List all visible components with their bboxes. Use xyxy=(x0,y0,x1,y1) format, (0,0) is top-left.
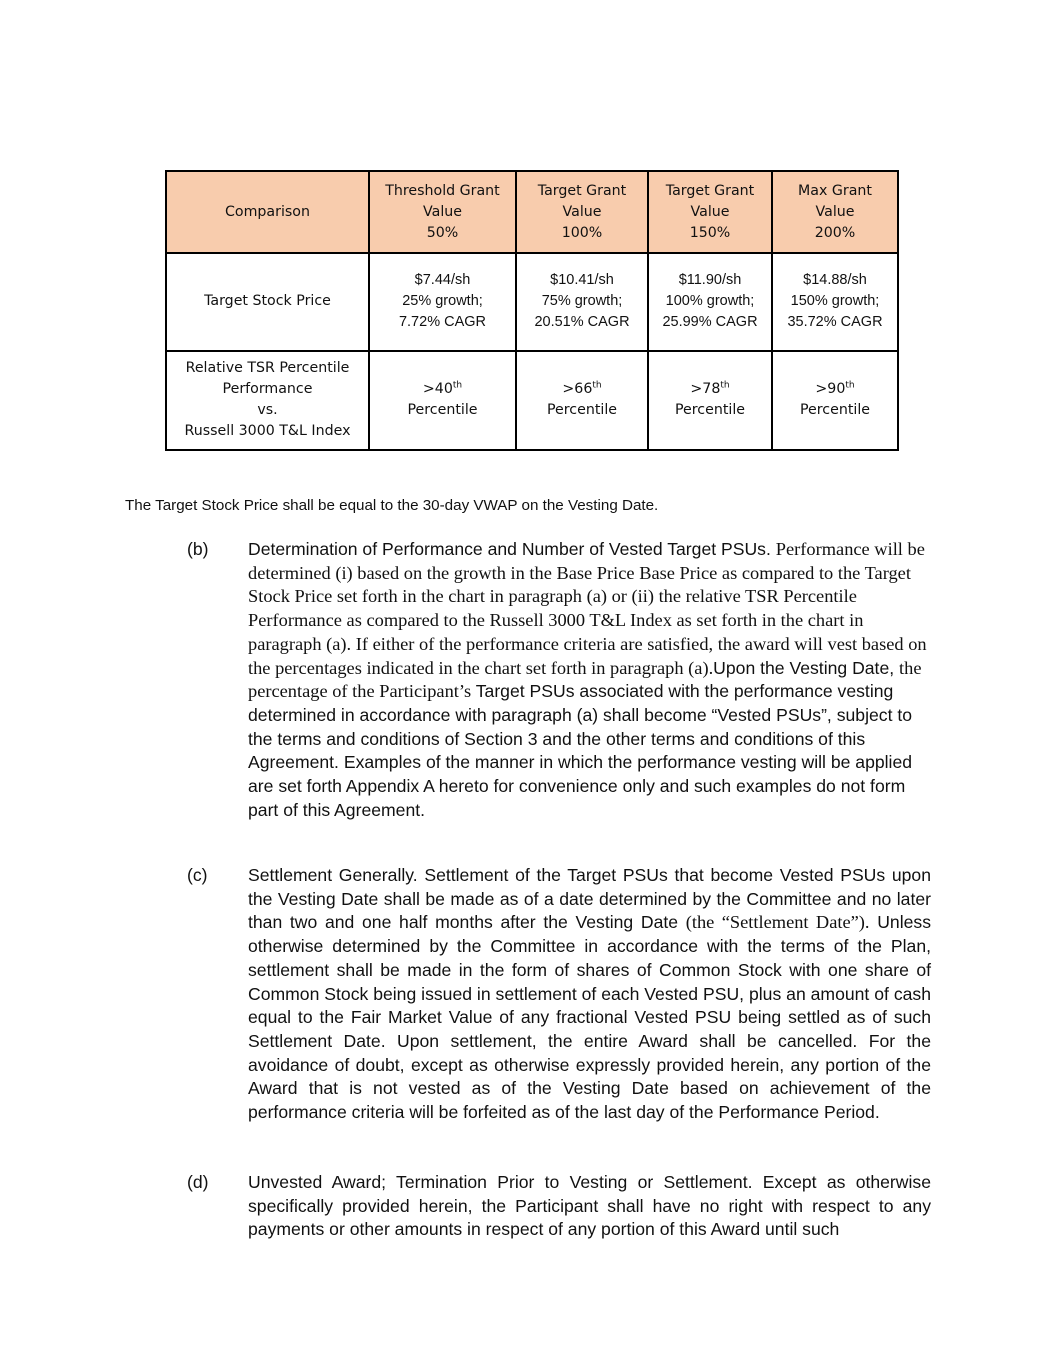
header-target-grant-150: Target Grant Value 150% xyxy=(648,171,772,253)
cell-price-target-150: $11.90/sh 100% growth; 25.99% CAGR xyxy=(648,253,772,351)
paragraph-heading: Settlement Generally. xyxy=(248,865,418,885)
cell-tsr-max: >90th Percentile xyxy=(772,351,898,450)
cell-tsr-target-150: >78th Percentile xyxy=(648,351,772,450)
header-target-grant-100: Target Grant Value 100% xyxy=(516,171,648,253)
paragraph-text: Except as otherwise specifically provided herein, the Participant shall have no right with respect to any payments or other amounts in respect of any portion of this Award until such xyxy=(248,1172,931,1240)
cell-price-max: $14.88/sh 150% growth; 35.72% CAGR xyxy=(772,253,898,351)
paragraph-text: Performance will be determined (i) based on the growth in the Base Price Base Price as compared to the Target Stock Price set forth in the chart in paragraph (a) or (ii) the relative TSR Percentile Performance as compared to the Russell 3000 T&L Index as set forth in the chart in paragraph (a). If either of the performance criteria are satisfied, the award will vest based on the percentages indicated in the chart set forth in paragraph (a). xyxy=(248,539,927,678)
paragraph-text: Settlement of the Target PSUs that become Vested PSUs upon the Vesting Date shall be made as of a date determined by the Committee and no later than two and one half months after the Vesting Date xyxy=(248,865,931,933)
paragraph-text: Unless otherwise determined by the Committee in accordance with the terms of the Plan, settlement shall be made in the form of shares of Common Stock with one share of Common Stock being issued in settlement of each Vested PSU, plus an amount of cash equal to the Fair Market Value of any fractional Vested PSU being settled as of such Settlement Date. Upon settlement, the entire Award shall be cancelled. For the avoidance of doubt, except as otherwise expressly provided herein, any portion of the Award that is not vested as of the Vesting Date based on achievement of the performance criteria will be forfeited as of the last day of the Performance Period. xyxy=(248,912,931,1123)
paragraph-text: Target PSUs associated with the performance vesting determined in accordance with paragraph (a) shall become “Vested PSUs”, subject to the terms and conditions of Section 3 and the other terms and conditions of this Agreement. Examples of the manner in which the performance vesting will be applied are set forth Appendix A hereto for convenience only and such examples do not form part of this Agreement. xyxy=(248,681,913,820)
cell-price-threshold: $7.44/sh 25% growth; 7.72% CAGR xyxy=(369,253,516,351)
table-row-relative-tsr xyxy=(166,351,898,450)
cell-tsr-threshold: >40th Percentile xyxy=(369,351,516,450)
table-header-row xyxy=(166,171,898,253)
paragraph-text: (the “Settlement Date”). xyxy=(685,912,870,933)
paragraph-body xyxy=(248,538,931,822)
performance-grant-table xyxy=(165,170,899,451)
header-comparison: Comparison xyxy=(166,171,369,253)
paragraph-label: (d) xyxy=(187,1172,209,1192)
row-label-target-stock-price: Target Stock Price xyxy=(166,253,369,351)
paragraph-heading: Unvested Award; Termination Prior to Vesting or Settlement. xyxy=(248,1172,753,1192)
table-row-target-stock-price xyxy=(166,253,898,351)
paragraph-text: Upon the Vesting Date, xyxy=(713,657,895,678)
paragraph-label: (b) xyxy=(187,539,209,559)
target-price-note: The Target Stock Price shall be equal to the 30-day VWAP on the Vesting Date. xyxy=(125,497,659,514)
cell-tsr-target-100: >66th Percentile xyxy=(516,351,648,450)
paragraph-body xyxy=(248,1171,931,1242)
paragraph-text: the percentage of the Participant’s xyxy=(248,657,922,702)
paragraph-heading: Determination of Performance and Number of Vested Target PSUs. xyxy=(248,539,771,559)
header-threshold-grant: Threshold Grant Value 50% xyxy=(369,171,516,253)
row-label-relative-tsr: Relative TSR Percentile Performance vs. Russell 3000 T&L Index xyxy=(166,351,369,450)
paragraph-label: (c) xyxy=(187,865,208,885)
cell-price-target-100: $10.41/sh 75% growth; 20.51% CAGR xyxy=(516,253,648,351)
header-max-grant: Max Grant Value 200% xyxy=(772,171,898,253)
paragraph-body xyxy=(248,864,931,1125)
